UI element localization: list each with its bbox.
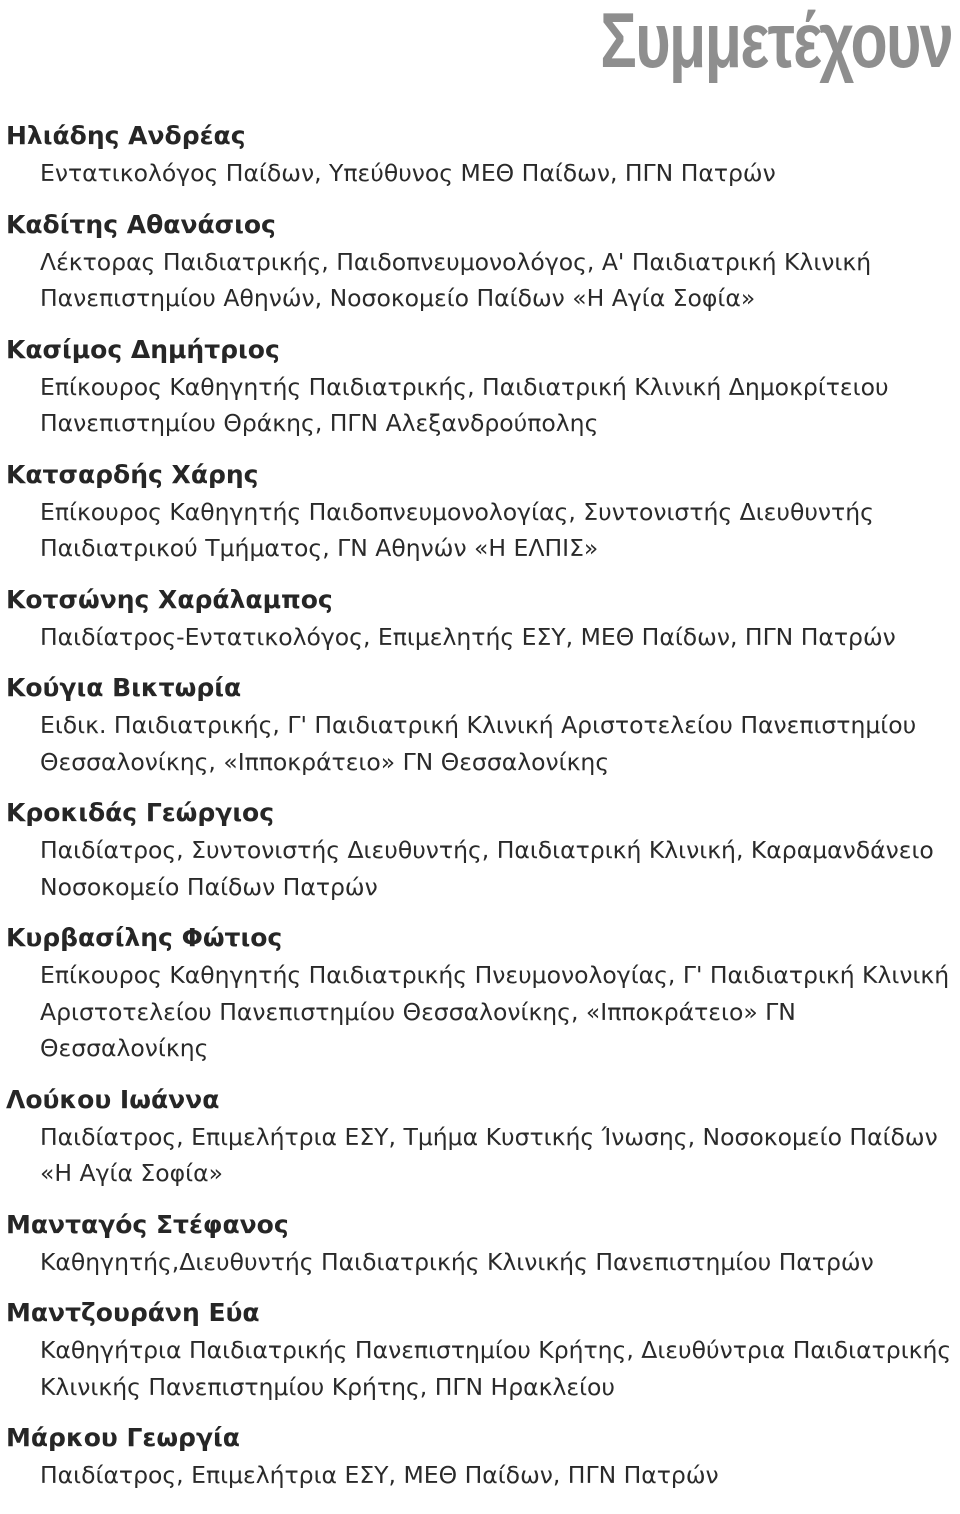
participant-name: Καδίτης Αθανάσιος	[6, 209, 276, 239]
participant-name: Μαντζουράνη Εύα	[6, 1298, 260, 1327]
participant-name: Κυρβασίλης Φώτιος	[6, 923, 283, 952]
list-item	[6, 669, 954, 780]
list-item	[6, 794, 954, 905]
page-header	[501, 0, 952, 90]
list-item	[6, 1294, 954, 1405]
participant-affiliation: Επίκουρος Καθηγητής Παιδιατρικής Πνευμονολογίας, Γ' Παιδιατρική Κλινική Αριστοτελείου Πανεπιστημίου Θεσσαλονίκης, «Ιπποκράτειο» ΓΝ Θεσσαλονίκης	[40, 961, 950, 1062]
participant-affiliation: Παιδίατρος-Εντατικολόγος, Επιμελητής ΕΣΥ, ΜΕΘ Παίδων, ΠΓΝ Πατρών	[40, 622, 896, 651]
participant-affiliation: Επίκουρος Καθηγητής Παιδοπνευμονολογίας, Συντονιστής Διευθυντής Παιδιατρικού Τμήματος, ΓΝ Αθηνών «Η ΕΛΠΙΣ»	[40, 497, 874, 562]
participant-name: Κατσαρδής Χάρης	[6, 459, 259, 489]
participant-name: Μανταγός Στέφανος	[6, 1209, 289, 1239]
list-item	[6, 1206, 954, 1281]
list-item	[6, 206, 954, 317]
page-title: Συμμετέχουν	[600, 0, 952, 84]
participant-affiliation: Εντατικολόγος Παίδων, Υπεύθυνος ΜΕΘ Παίδων, ΠΓΝ Πατρών	[40, 159, 776, 187]
participant-affiliation: Επίκουρος Καθηγητής Παιδιατρικής, Παιδιατρική Κλινική Δημοκρίτειου Πανεπιστημίου Θράκης, ΠΓΝ Αλεξανδρούπολης	[40, 372, 889, 437]
participant-affiliation: Παιδίατρος, Επιμελήτρια ΕΣΥ, Τμήμα Κυστικής Ίνωσης, Νοσοκομείο Παίδων «Η Αγία Σοφία»	[40, 1122, 938, 1187]
participant-affiliation: Ειδικ. Παιδιατρικής, Γ' Παιδιατρική Κλινική Αριστοτελείου Πανεπιστημίου Θεσσαλονίκης, «Ιπποκράτειο» ΓΝ Θεσσαλονίκης	[40, 711, 917, 776]
list-item	[6, 117, 954, 192]
list-item	[6, 1081, 954, 1192]
participant-name: Κροκιδάς Γεώργιος	[6, 798, 275, 827]
list-item	[6, 456, 954, 567]
list-item	[6, 1419, 954, 1494]
participant-name: Μάρκου Γεωργία	[6, 1423, 240, 1452]
participant-affiliation: Καθηγητής,Διευθυντής Παιδιατρικής Κλινικής Πανεπιστημίου Πατρών	[40, 1247, 874, 1276]
participant-name: Κασίμος Δημήτριος	[6, 334, 280, 364]
participant-affiliation: Παιδίατρος, Επιμελήτρια ΕΣΥ, ΜΕΘ Παίδων, ΠΓΝ Πατρών	[40, 1461, 719, 1489]
participant-name: Κοτσώνης Χαράλαμπος	[6, 584, 333, 614]
participant-affiliation: Λέκτορας Παιδιατρικής, Παιδοπνευμονολόγος, Α' Παιδιατρική Κλινική Πανεπιστημίου Αθηνών, Νοσοκομείο Παίδων «Η Αγία Σοφία»	[40, 247, 872, 312]
participant-affiliation: Παιδίατρος, Συντονιστής Διευθυντής, Παιδιατρική Κλινική, Καραμανδάνειο Νοσοκομείο Παίδων Πατρών	[40, 836, 934, 901]
participant-name: Λούκου Ιωάννα	[6, 1084, 220, 1114]
list-item	[6, 581, 954, 656]
participant-list	[6, 117, 954, 1508]
participant-affiliation: Καθηγήτρια Παιδιατρικής Πανεπιστημίου Κρήτης, Διευθύντρια Παιδιατρικής Κλινικής Πανεπιστημίου Κρήτης, ΠΓΝ Ηρακλείου	[40, 1336, 952, 1401]
list-item	[6, 919, 954, 1067]
list-item	[6, 331, 954, 442]
participant-name: Κούγια Βικτωρία	[6, 673, 242, 702]
participant-name: Ηλιάδης Ανδρέας	[6, 121, 246, 150]
